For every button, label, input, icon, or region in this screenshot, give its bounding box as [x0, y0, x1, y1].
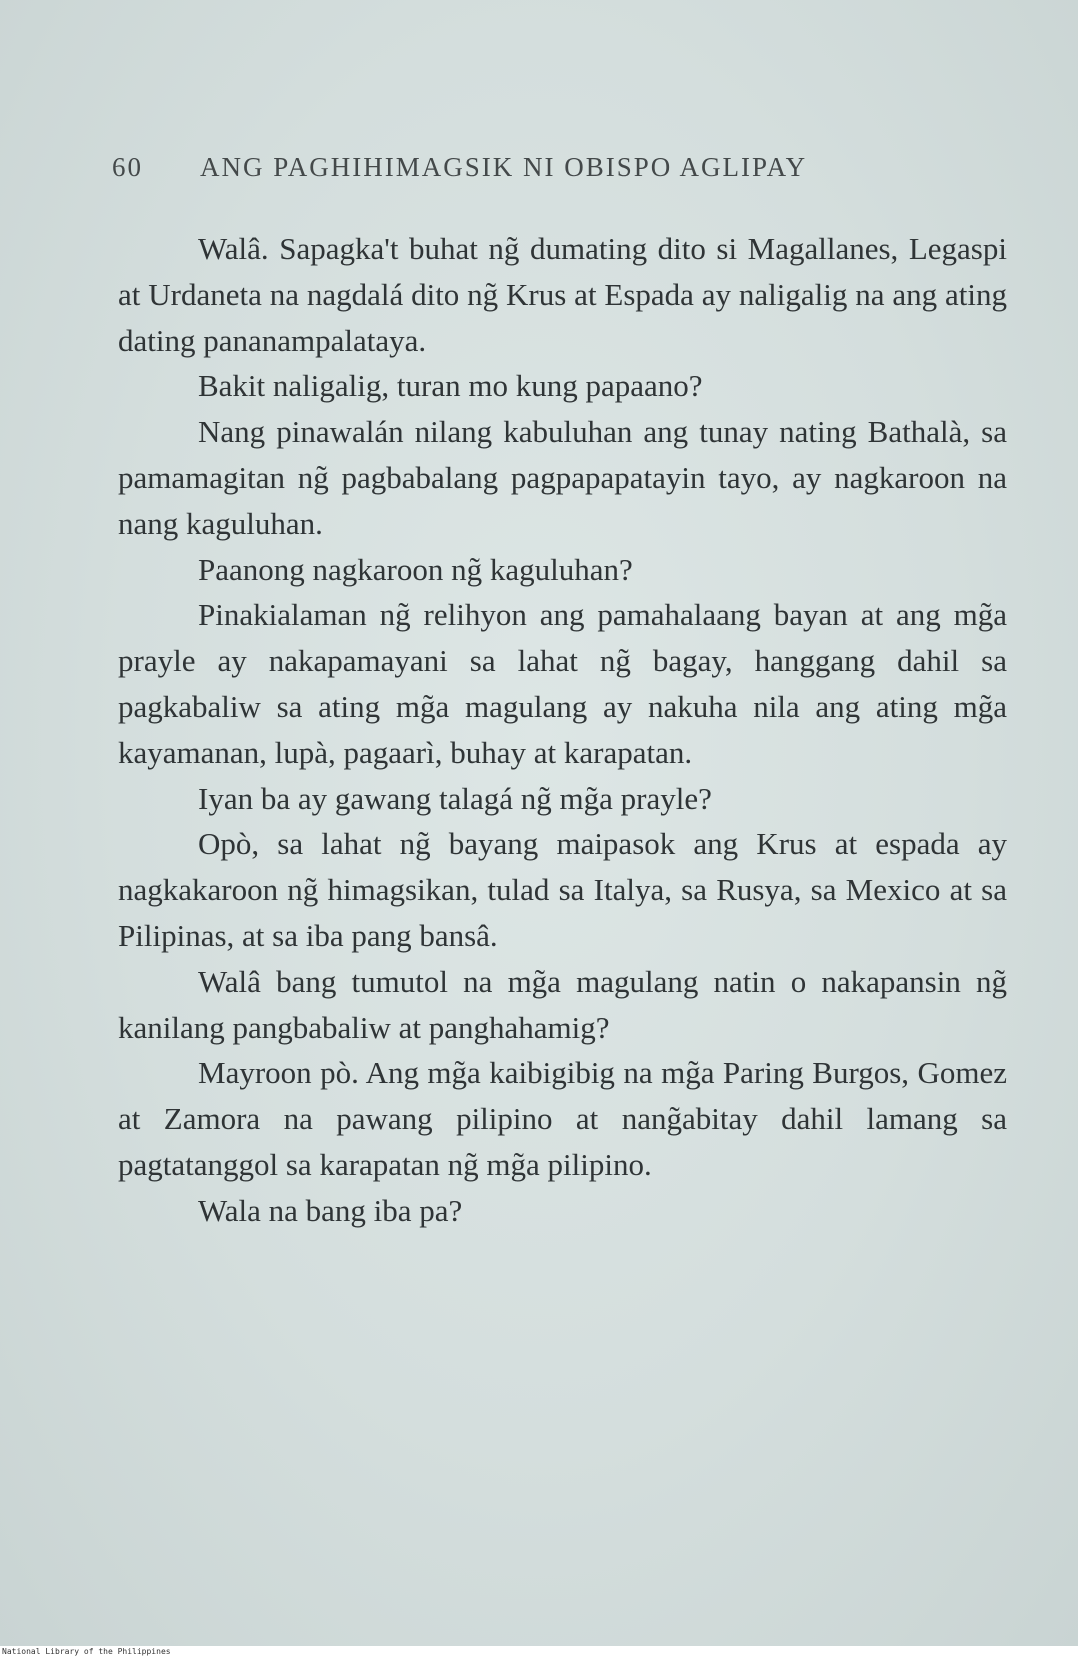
paragraph: Walâ bang tumutol na mg̃a magulang natin o nakapansin ng̃ kanilang pangbabaliw at panghahamig? [118, 963, 1007, 1045]
page-body [118, 226, 1007, 1234]
running-title: ANG PAGHIHIMAGSIK NI OBISPO AGLIPAY [200, 152, 808, 182]
paragraph: Nang pinawalán nilang kabuluhan ang tunay nating Bathalà, sa pamamagitan ng̃ pagbabalang pagpapapatayin tayo, ay nagkaroon na nang kaguluhan. [118, 414, 1007, 541]
paragraph: Wala na bang iba pa? [198, 1192, 463, 1228]
paragraph: Walâ. Sapagka't buhat ng̃ dumating dito si Magallanes, Legaspi at Urdaneta na nagdalá dito ng̃ Krus at Espada ay naligalig na ang ating dating pananampalataya. [118, 231, 1007, 358]
page-number: 60 [112, 152, 143, 182]
paragraph: Pinakialaman ng̃ relihyon ang pamahalaang bayan at ang mg̃a prayle ay nakapamayani sa lahat ng̃ bagay, hanggang dahil sa pagkabaliw sa ating mg̃a magulang ay nakuha nila ang ating mg̃a kayamanan, lupà, pagaarì, buhay at karapatan. [118, 597, 1007, 770]
paragraph: Iyan ba ay gawang talagá ng̃ mg̃a prayle? [198, 780, 712, 816]
running-header [112, 152, 932, 183]
paragraph: Paanong nagkaroon ng̃ kaguluhan? [198, 551, 633, 587]
paragraph: Opò, sa lahat ng̃ bayang maipasok ang Krus at espada ay nagkakaroon ng̃ himagsikan, tulad sa Italya, sa Rusya, sa Mexico at sa Pilipinas, at sa iba pang bansâ. [118, 826, 1007, 953]
paragraph: Mayroon pò. Ang mg̃a kaibigibig na mg̃a Paring Burgos, Gomez at Zamora na pawang pilipino at nang̃abitay dahil lamang sa pagtatanggol sa karapatan ng̃ mg̃a pilipino. [118, 1055, 1007, 1182]
paragraph: Bakit naligalig, turan mo kung papaano? [198, 368, 703, 404]
library-credit: National Library of the Philippines [2, 1647, 171, 1656]
